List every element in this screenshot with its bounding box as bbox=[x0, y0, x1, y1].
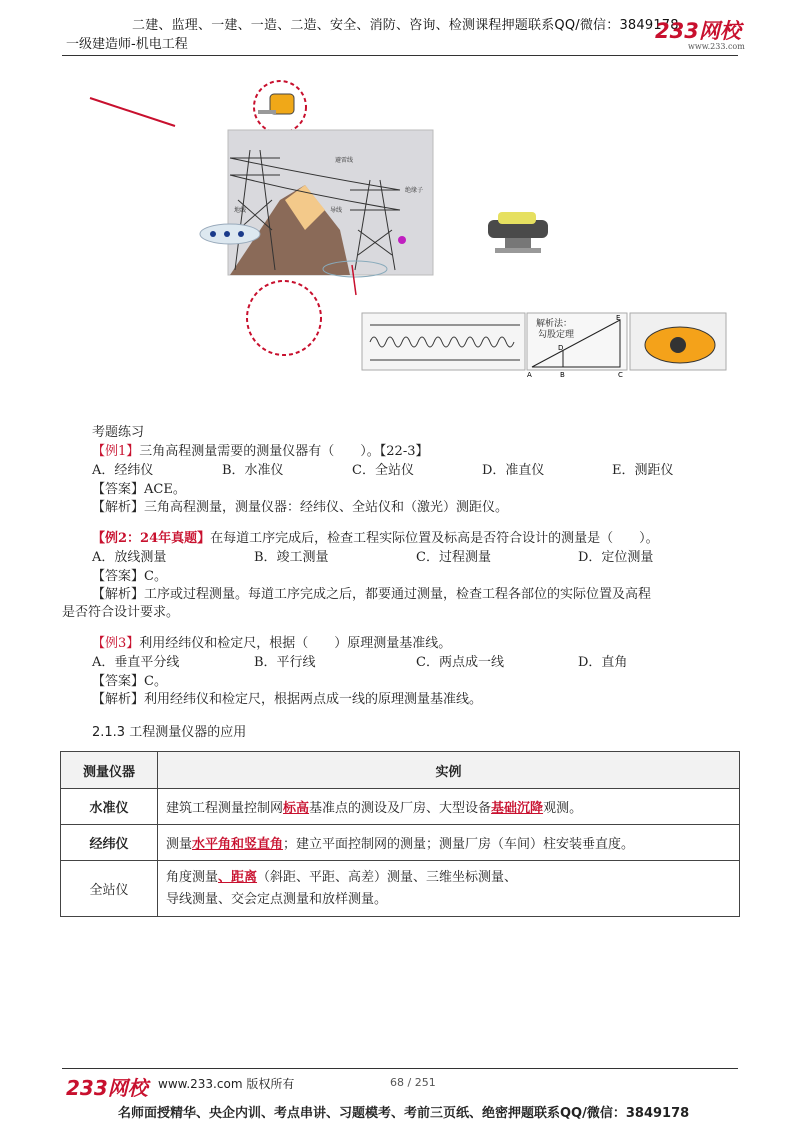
q3-option-a: A．垂直平分线 bbox=[92, 655, 180, 670]
q3-analysis: 【解析】利用经纬仪和检定尺，根据两点成一线的原理测量基准线。 bbox=[92, 692, 483, 707]
q2-option-c: C．过程测量 bbox=[416, 550, 491, 565]
row-level-name: 水准仪 bbox=[61, 789, 158, 825]
row-theodolite-p2: ；建立平面控制网的测量；测量厂房（车间）柱安装垂直度。 bbox=[283, 837, 635, 852]
table-row bbox=[61, 789, 740, 825]
bottom-highlight-circle bbox=[247, 281, 321, 355]
row-level-h1: 标高 bbox=[283, 801, 310, 816]
q3-option-b: B．平行线 bbox=[254, 655, 316, 670]
q3-option-d: D．直角 bbox=[578, 655, 628, 670]
triangle-title-2: 勾股定理 bbox=[538, 330, 575, 340]
q1-option-a: A．经纬仪 bbox=[92, 463, 154, 478]
tower-label-4: 地线 bbox=[234, 207, 247, 214]
table-row bbox=[61, 861, 740, 917]
q1-option-c: C．全站仪 bbox=[352, 463, 414, 478]
section-title: 2.1.3 工程测量仪器的应用 bbox=[92, 725, 247, 740]
pt-E: E bbox=[616, 314, 621, 322]
triangle-title-1: 解析法： bbox=[536, 319, 573, 329]
q3-options bbox=[92, 651, 627, 670]
row-level-h2: 基础沉降 bbox=[491, 801, 544, 816]
row-theodolite-h1: 水平角和竖直角 bbox=[192, 837, 284, 852]
q1-tag: 【例1】 bbox=[92, 444, 140, 459]
row-totalstation-line2: 导线测量、交会定点测量和放样测量。 bbox=[166, 891, 388, 907]
row-level-p3: 观测。 bbox=[543, 801, 583, 816]
row-totalstation-desc bbox=[158, 861, 740, 917]
q2-stem-line bbox=[92, 527, 659, 546]
q3-stem-line bbox=[92, 632, 451, 651]
q1-option-b: B．水准仪 bbox=[222, 463, 284, 478]
tower-label-1: 避雷线 bbox=[335, 157, 354, 164]
q2-analysis-1: 【解析】工序或过程测量。每道工序完成之后，都要通过测量，检查工程各部位的实际位置及高程 bbox=[92, 587, 652, 602]
row-theodolite-name: 经纬仪 bbox=[61, 825, 158, 861]
row-theodolite-p1: 测量 bbox=[166, 837, 193, 852]
table-row bbox=[61, 825, 740, 861]
header-logo-url: www.233.com bbox=[688, 42, 745, 51]
dot-3 bbox=[238, 231, 244, 237]
red-pointer-line bbox=[90, 98, 175, 126]
footer-divider bbox=[62, 1068, 738, 1069]
q2-option-d: D．定位测量 bbox=[578, 550, 654, 565]
q3-answer: 【答案】C。 bbox=[92, 674, 167, 689]
q2-stem: 在每道工序完成后，检查工程实际位置及标高是否符合设计的测量是（ ）。 bbox=[210, 531, 659, 546]
row-totalstation-name: 全站仪 bbox=[61, 861, 158, 917]
row-level-desc bbox=[158, 789, 740, 825]
q2-option-a: A．放线测量 bbox=[92, 550, 167, 565]
header-logo: 233网校 bbox=[655, 19, 741, 43]
practice-title: 考题练习 bbox=[92, 425, 145, 440]
row-totalstation-p2: （斜距、平距、高差）测量、三维坐标测量、 bbox=[257, 869, 518, 885]
dot-2 bbox=[224, 231, 230, 237]
q2-analysis-2: 是否符合设计要求。 bbox=[62, 605, 180, 620]
magenta-marker bbox=[398, 236, 406, 244]
header-divider bbox=[62, 55, 738, 56]
q1-analysis: 【解析】三角高程测量，测量仪器：经纬仪、全站仪和（激光）测距仪。 bbox=[92, 500, 509, 515]
header-subtitle: 一级建造师-机电工程 bbox=[66, 37, 188, 52]
q1-option-d: D．准直仪 bbox=[482, 463, 545, 478]
tape-strip bbox=[258, 110, 276, 114]
q3-tag: 【例3】 bbox=[92, 636, 140, 651]
pt-D: D bbox=[558, 344, 564, 352]
level-instrument-icon bbox=[488, 212, 548, 253]
pt-A: A bbox=[527, 371, 532, 379]
footer-page-number: 68 / 251 bbox=[390, 1076, 436, 1089]
q1-stem: 三角高程测量需要的测量仪器有（ ）。【22-3】 bbox=[139, 444, 429, 459]
instrument-table bbox=[60, 751, 740, 917]
q3-stem: 利用经纬仪和检定尺，根据（ ）原理测量基准线。 bbox=[139, 636, 452, 651]
q1-option-e: E．测距仪 bbox=[612, 463, 674, 478]
row-totalstation-p1: 角度测量 bbox=[166, 869, 219, 885]
table-header-example: 实例 bbox=[158, 752, 740, 789]
q1-stem-line bbox=[92, 440, 429, 459]
q2-option-b: B．竣工测量 bbox=[254, 550, 329, 565]
footer-bottom-text: 名师面授精华、央企内训、考点串讲、习题模考、考前三页纸、绝密押题联系QQ/微信：3849178 bbox=[118, 1106, 690, 1121]
row-theodolite-desc bbox=[158, 825, 740, 861]
q1-options bbox=[92, 459, 674, 478]
q1-answer: 【答案】ACE。 bbox=[92, 482, 186, 497]
q2-answer: 【答案】C。 bbox=[92, 569, 167, 584]
row-level-p2: 基准点的测设及厂房、大型设备 bbox=[309, 801, 492, 816]
footer-logo: 233网校 bbox=[66, 1076, 148, 1100]
footer-url: www.233.com 版权所有 bbox=[158, 1077, 295, 1091]
pt-B: B bbox=[560, 371, 565, 379]
q2-options bbox=[92, 546, 653, 565]
tape-reel-hub bbox=[670, 337, 686, 353]
tower-label-2: 绝缘子 bbox=[405, 187, 424, 194]
pt-C: C bbox=[618, 371, 623, 379]
q3-option-c: C．两点成一线 bbox=[416, 655, 504, 670]
header-top-text: 二建、监理、一建、一造、二造、安全、消防、咨询、检测课程押题联系QQ/微信：3849178 bbox=[132, 18, 679, 33]
figure-illustrations bbox=[80, 80, 740, 380]
q2-tag: 【例2：24年真题】 bbox=[92, 531, 211, 546]
dot-1 bbox=[210, 231, 216, 237]
row-totalstation-h1: 、距离 bbox=[218, 869, 258, 885]
table-header-instrument: 测量仪器 bbox=[61, 752, 158, 789]
row-level-p1: 建筑工程测量控制网 bbox=[166, 801, 284, 816]
table-header-row bbox=[61, 752, 740, 789]
tower-label-3: 导线 bbox=[330, 207, 343, 214]
